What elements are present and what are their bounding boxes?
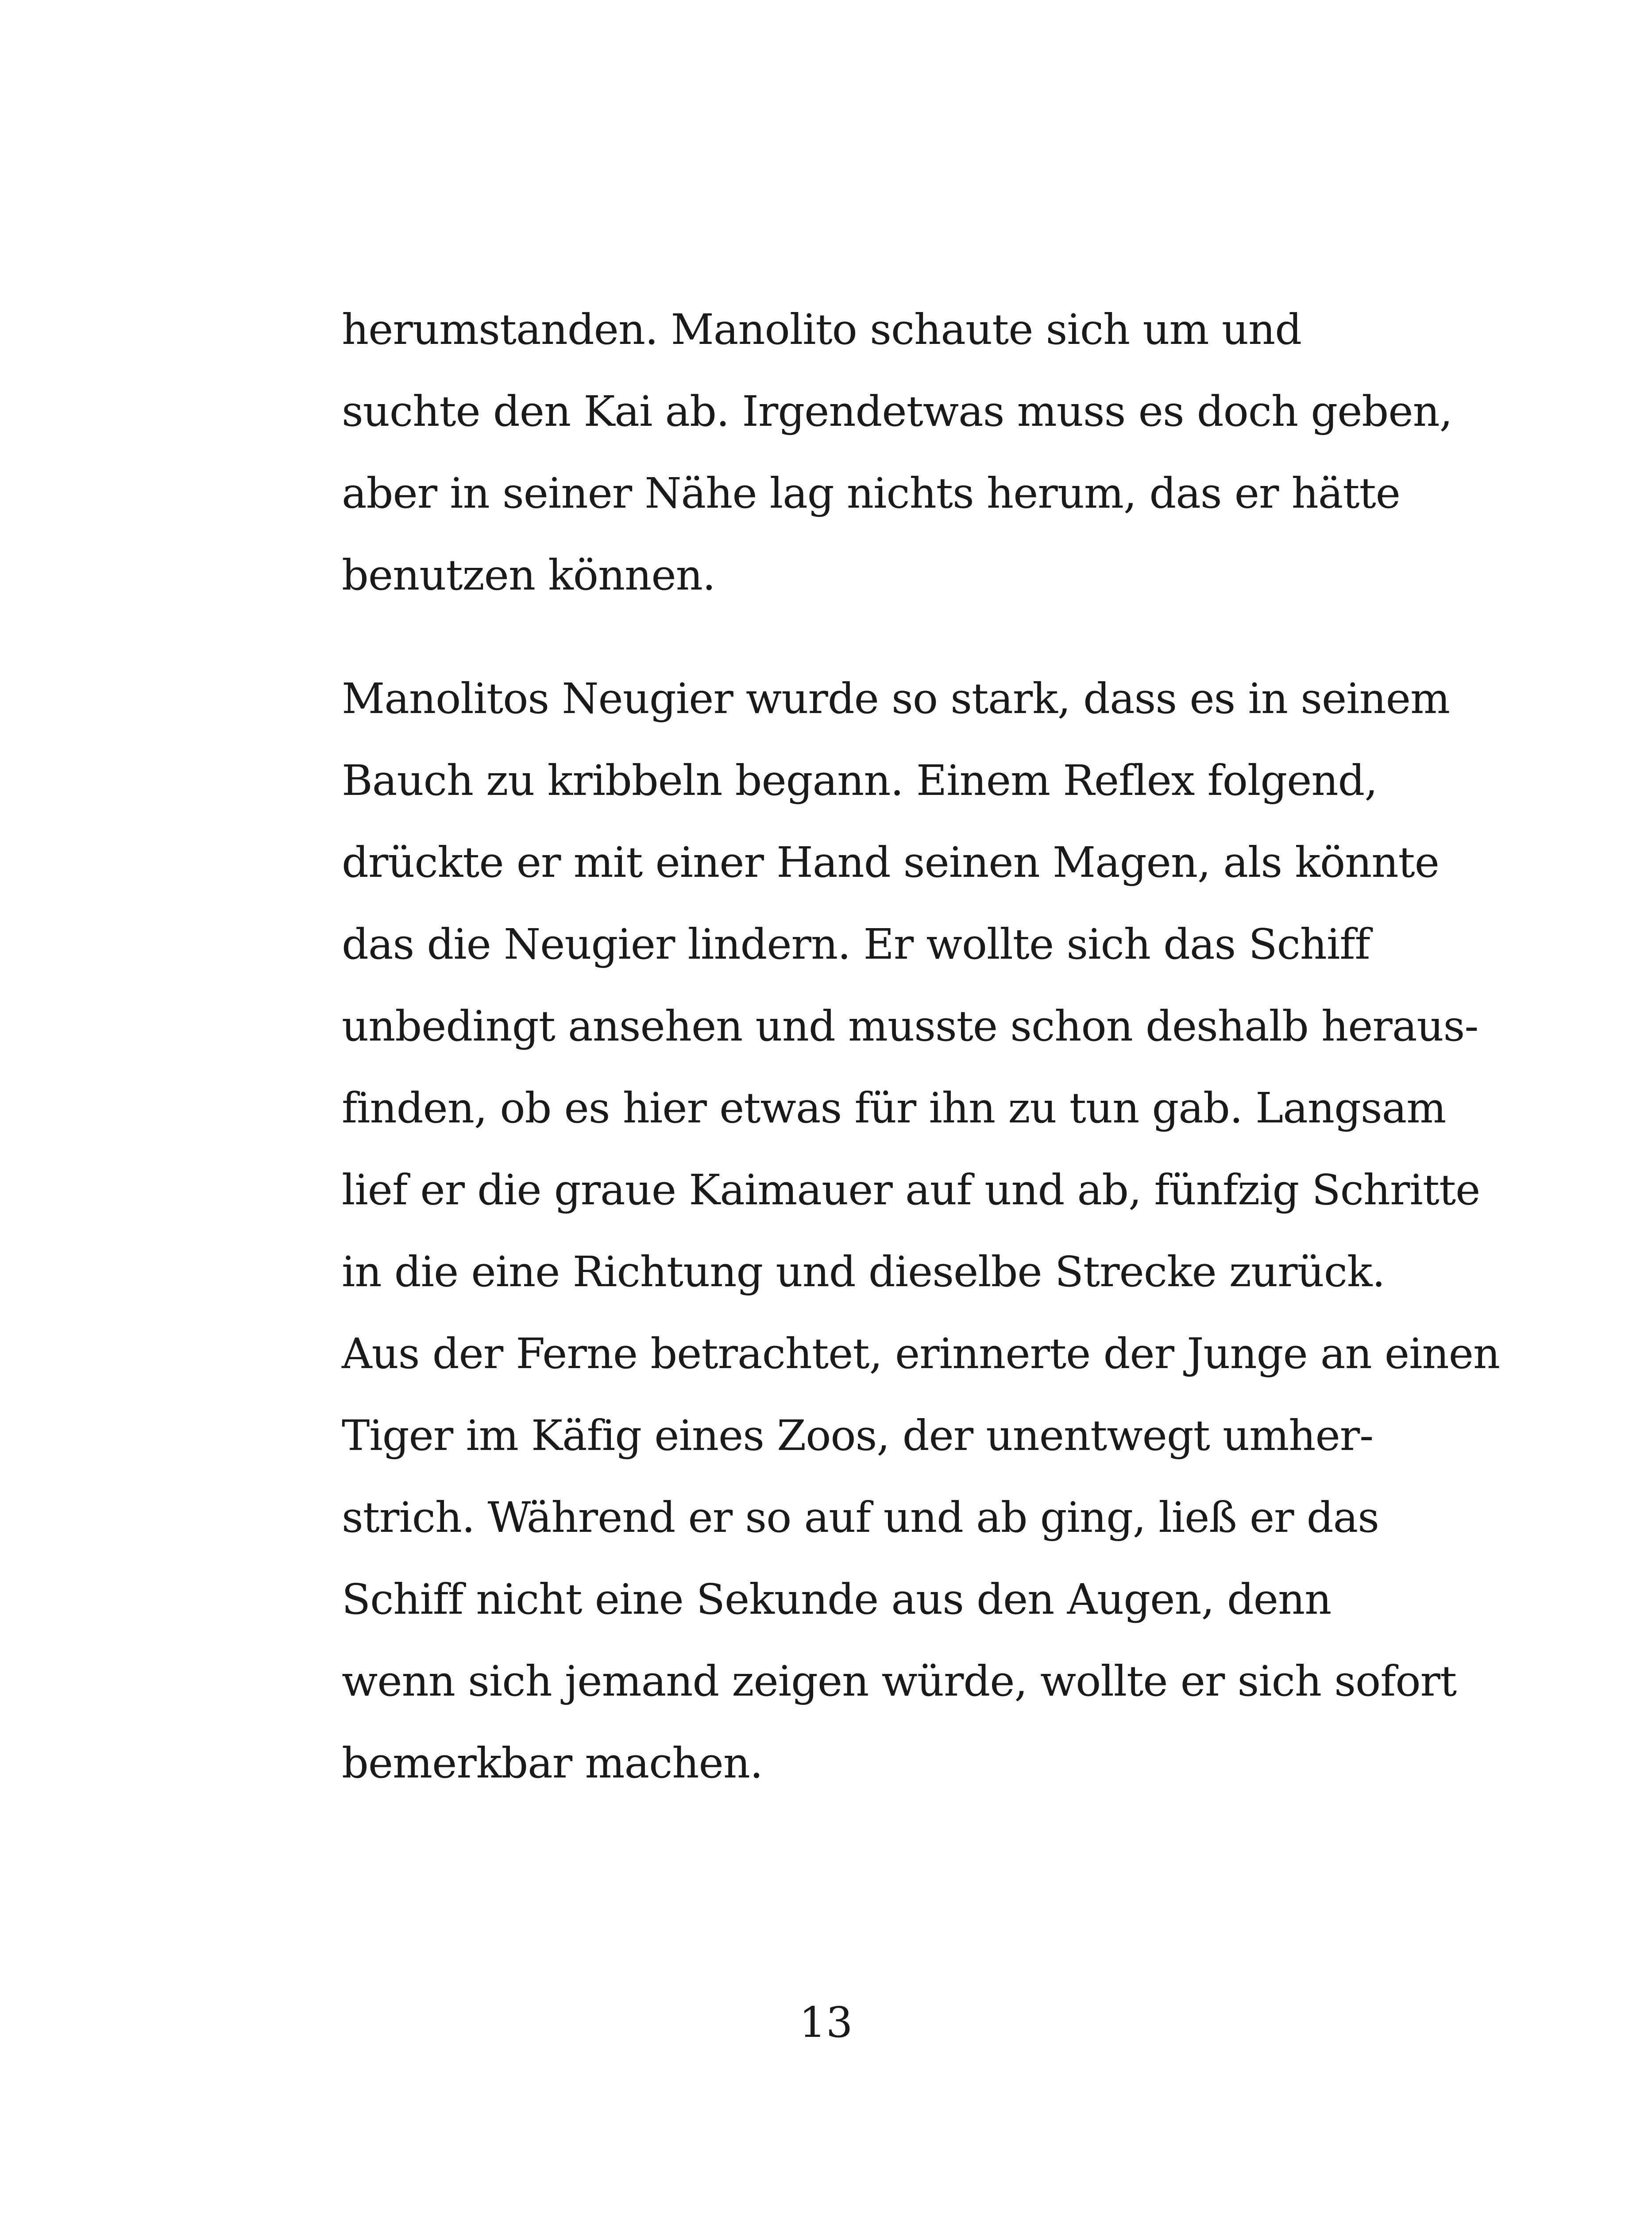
text-line: das die Neugier lindern. Er wollte sich das Schiff [342,920,1370,969]
text-line: Bauch zu kribbeln begann. Einem Reflex folgend, [342,756,1378,805]
text-line: bemerkbar machen. [342,1739,763,1788]
page-number: 13 [799,1998,853,2047]
paragraph-2 [342,658,1500,1804]
text-line: Manolitos Neugier wurde so stark, dass es in seinem [342,675,1450,723]
paragraph-1 [342,289,1452,617]
text-line: Tiger im Käfig eines Zoos, der unentwegt umher- [342,1411,1374,1460]
text-line: Schiff nicht eine Sekunde aus den Augen, denn [342,1575,1332,1624]
text-line: wenn sich jemand zeigen würde, wollte er sich sofort [342,1657,1457,1706]
text-line: benutzen können. [342,551,715,600]
text-line: lief er die graue Kaimauer auf und ab, fünfzig Schritte [342,1166,1480,1214]
text-line: unbedingt ansehen und musste schon deshalb heraus- [342,1002,1478,1051]
text-line: suchte den Kai ab. Irgendetwas muss es doch geben, [342,387,1452,436]
text-line: herumstanden. Manolito schaute sich um und [342,305,1302,354]
text-line: in die eine Richtung und dieselbe Strecke zurück. [342,1248,1385,1296]
text-line: strich. Während er so auf und ab ging, ließ er das [342,1493,1379,1542]
text-line: Aus der Ferne betrachtet, erinnerte der Junge an einen [342,1330,1500,1378]
text-line: aber in seiner Nähe lag nichts herum, das er hätte [342,469,1401,518]
text-line: drückte er mit einer Hand seinen Magen, als könnte [342,838,1439,887]
text-line: finden, ob es hier etwas für ihn zu tun gab. Langsam [342,1084,1446,1133]
